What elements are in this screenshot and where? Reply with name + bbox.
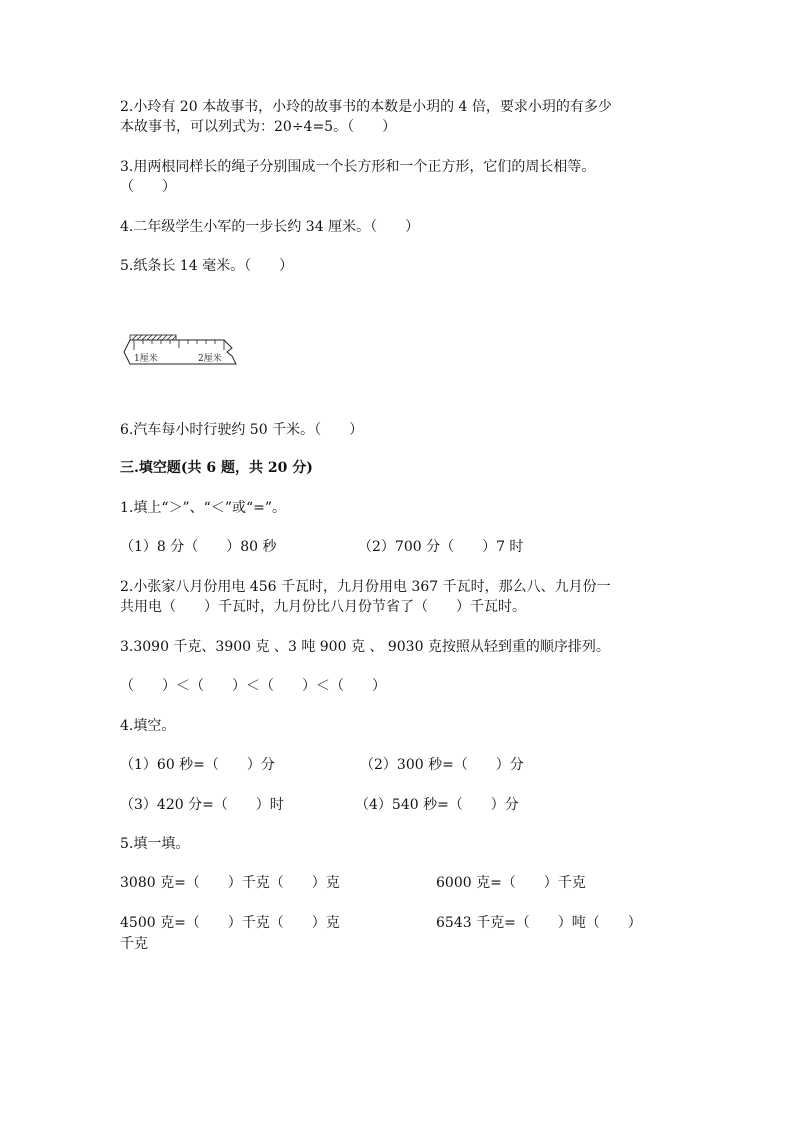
fill-q4-1: （1）60 秒=（ ）分 bbox=[120, 757, 275, 773]
section3-title: 三.填空题(共 6 题，共 20 分) bbox=[120, 460, 313, 476]
fill-q3-answer: （ ）＜（ ）＜（ ）＜（ ） bbox=[120, 678, 386, 694]
tf-q4: 4.二年级学生小军的一步长约 34 厘米。（ ） bbox=[120, 219, 420, 235]
fill-q5-4-line1: 6543 千克=（ ）吨（ ） bbox=[436, 915, 642, 931]
tf-q2-line2: 本故事书，可以列式为：20÷4=5。（ ） bbox=[120, 119, 397, 135]
ruler-label-1cm: 1厘米 bbox=[134, 354, 158, 364]
fill-q4-4: （4）540 秒=（ ）分 bbox=[355, 797, 519, 813]
fill-q4: 4.填空。 bbox=[120, 718, 176, 734]
ruler-strip-image bbox=[120, 330, 245, 370]
fill-q1-b: （2）700 分（ ）7 时 bbox=[358, 539, 524, 555]
fill-q1-a: （1）8 分（ ）80 秒 bbox=[120, 539, 277, 555]
fill-q4-3: （3）420 分=（ ）时 bbox=[120, 797, 284, 813]
fill-q1: 1.填上“＞”、“＜”或“=”。 bbox=[120, 500, 287, 516]
fill-q3: 3.3090 千克、3900 克 、3 吨 900 克 、 9030 克按照从轻到重的顺序排列。 bbox=[120, 639, 610, 655]
fill-q5-1: 3080 克=（ ）千克（ ）克 bbox=[120, 875, 340, 891]
fill-q4-2: （2）300 秒=（ ）分 bbox=[360, 757, 524, 773]
fill-q5: 5.填一填。 bbox=[120, 836, 190, 852]
fill-q5-4-line2: 千克 bbox=[120, 936, 148, 952]
tf-q2-line1: 2.小玲有 20 本故事书，小玲的故事书的本数是小玥的 4 倍，要求小玥的有多少 bbox=[120, 99, 612, 115]
fill-q2-line2: 共用电（ ）千瓦时，九月份比八月份节省了（ ）千瓦时。 bbox=[120, 599, 526, 615]
tf-q5: 5.纸条长 14 毫米。（ ） bbox=[120, 258, 294, 274]
tf-q3-line2: （ ） bbox=[120, 179, 176, 195]
tf-q6: 6.汽车每小时行驶约 50 千米。（ ） bbox=[120, 422, 364, 438]
fill-q5-2: 6000 克=（ ）千克 bbox=[436, 875, 586, 891]
ruler-figure bbox=[120, 330, 245, 370]
ruler-label-2cm: 2厘米 bbox=[198, 354, 222, 364]
fill-q5-3: 4500 克=（ ）千克（ ）克 bbox=[120, 915, 340, 931]
tf-q3-line1: 3.用两根同样长的绳子分别围成一个长方形和一个正方形，它们的周长相等。 bbox=[120, 159, 596, 175]
fill-q2-line1: 2.小张家八月份用电 456 千瓦时，九月份用电 367 千瓦时，那么八、九月份一 bbox=[120, 579, 611, 595]
